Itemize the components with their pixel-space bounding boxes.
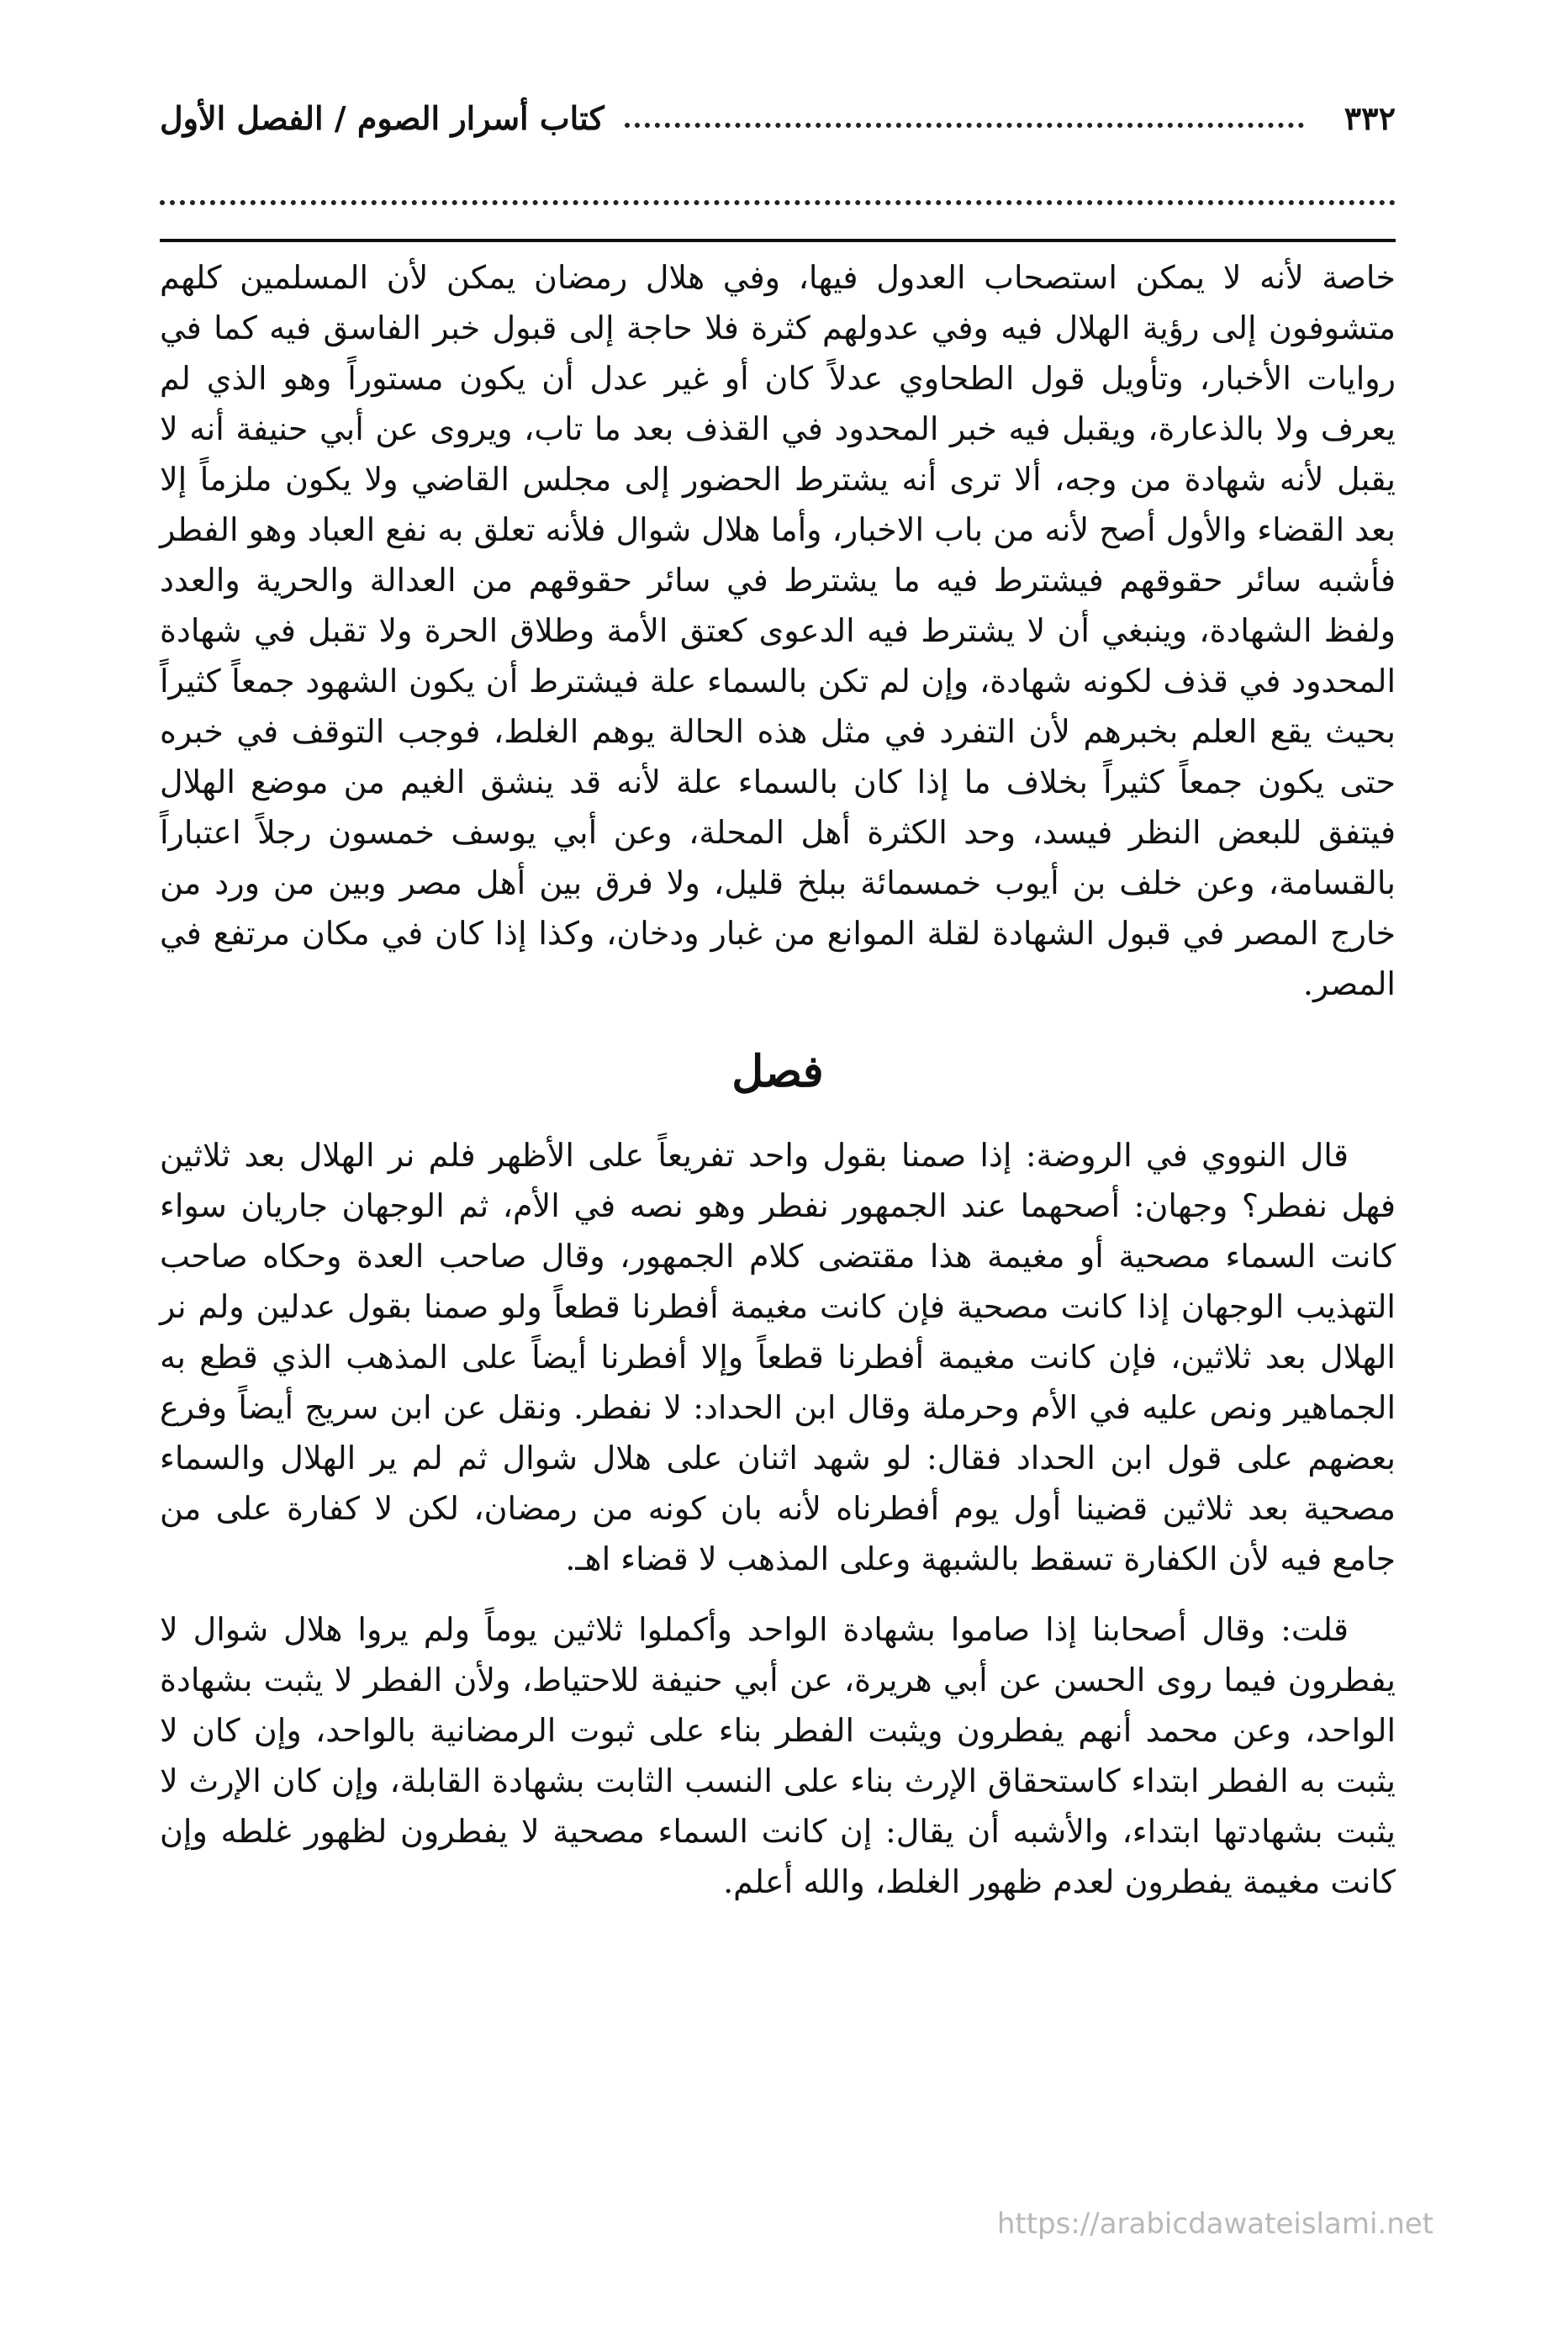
paragraph-3: قلت: وقال أصحابنا إذا صاموا بشهادة الواحد وأكملوا ثلاثين يوماً ولم يروا هلال شوال لا يفطرون فيما روى الحسن عن أبي هريرة، عن أبي حنيفة للاحتياط، ولأن الفطر لا يثبت بشهادة الواحد، وعن محمد أنهم يفطرون ويثبت الفطر بناء على ثبوت الرمضانية بالواحد، وإن كان لا يثبت به الفطر ابتداء كاستحقاق الإرث بناء على النسب الثابت بشهادة القابلة، وإن كان الإرث لا يثبت بشهادتها ابتداء، والأشبه أن يقال: إن كانت السماء مصحية لا يفطرون لظهور غلطه وإن كانت مغيمة يفطرون لعدم ظهور الغلط، والله أعلم. — [160, 1611, 1396, 1900]
header-dot-leader — [625, 108, 1304, 128]
main-text — [160, 252, 1396, 1907]
dotted-separator — [160, 192, 1396, 205]
header-rule — [160, 239, 1396, 242]
watermark-url: https://arabicdawateislami.net — [996, 2207, 1433, 2241]
running-title: كتاب أسرار الصوم / الفصل الأول — [160, 98, 604, 137]
paragraph-1: خاصة لأنه لا يمكن استصحاب العدول فيها، وفي هلال رمضان يمكن لأن المسلمين كلهم متشوفون إلى رؤية الهلال فيه وفي عدولهم كثرة فلا حاجة إلى قبول خبر الفاسق فيه كما في روايات الأخبار، وتأويل قول الطحاوي عدلاً كان أو غير عدل أن يكون مستوراً وهو الذي لم يعرف ولا بالذعارة، ويقبل فيه خبر المحدود في القذف بعد ما تاب، ويروى عن أبي حنيفة أنه لا يقبل لأنه شهادة من وجه، ألا ترى أنه يشترط الحضور إلى مجلس القاضي ولا يكون ملزماً إلا بعد القضاء والأول أصح لأنه من باب الاخبار، وأما هلال شوال فلأنه تعلق به نفع العباد وهو الفطر فأشبه سائر حقوقهم فيشترط فيه ما يشترط في سائر حقوقهم من العدالة والحرية والعدد ولفظ الشهادة، وينبغي أن لا يشترط فيه الدعوى كعتق الأمة وطلاق الحرة ولا تقبل في شهادة المحدود في قذف لكونه شهادة، وإن لم تكن بالسماء علة فيشترط أن يكون الشهود جمعاً كثيراً بحيث يقع العلم بخبرهم لأن التفرد في مثل هذه الحالة يوهم الغلط، فوجب التوقف في خبره حتى يكون جمعاً كثيراً بخلاف ما إذا كان بالسماء علة لأنه قد ينشق الغيم من موضع الهلال فيتفق للبعض النظر فيسد، وحد الكثرة أهل المحلة، وعن أبي يوسف خمسون رجلاً اعتباراً بالقسامة، وعن خلف بن أيوب خمسمائة ببلخ قليل، ولا فرق بين أهل مصر وبين من ورد من خارج المصر في قبول الشهادة لقلة الموانع من غبار ودخان، وكذا إذا كان في مكان مرتفع في المصر. — [160, 259, 1396, 1002]
paragraph-2: قال النووي في الروضة: إذا صمنا بقول واحد تفريعاً على الأظهر فلم نر الهلال بعد ثلاثين فهل نفطر؟ وجهان: أصحهما عند الجمهور نفطر وهو نصه في الأم، ثم الوجهان جاريان سواء كانت السماء مصحية أو مغيمة هذا مقتضى كلام الجمهور، وقال صاحب العدة وحكاه صاحب التهذيب الوجهان إذا كانت مصحية فإن كانت مغيمة أفطرنا قطعاً ولو صمنا بقول عدلين ولم نر الهلال بعد ثلاثين، فإن كانت مغيمة أفطرنا قطعاً وإلا أفطرنا أيضاً على المذهب الذي قطع به الجماهير ونص عليه في الأم وحرملة وقال ابن الحداد: لا نفطر. ونقل عن ابن سريج أيضاً وفرع بعضهم على قول ابن الحداد فقال: لو شهد اثنان على هلال شوال ثم لم ير الهلال والسماء مصحية بعد ثلاثين قضينا أول يوم أفطرناه لأنه بان كونه من رمضان، لكن لا كفارة على من جامع فيه لأن الكفارة تسقط بالشبهة وعلى المذهب لا قضاء اهـ. — [160, 1137, 1396, 1577]
page-header — [160, 84, 1396, 151]
section-title: فصل — [731, 1046, 824, 1097]
page-number: ٣٣٢ — [1344, 98, 1396, 137]
